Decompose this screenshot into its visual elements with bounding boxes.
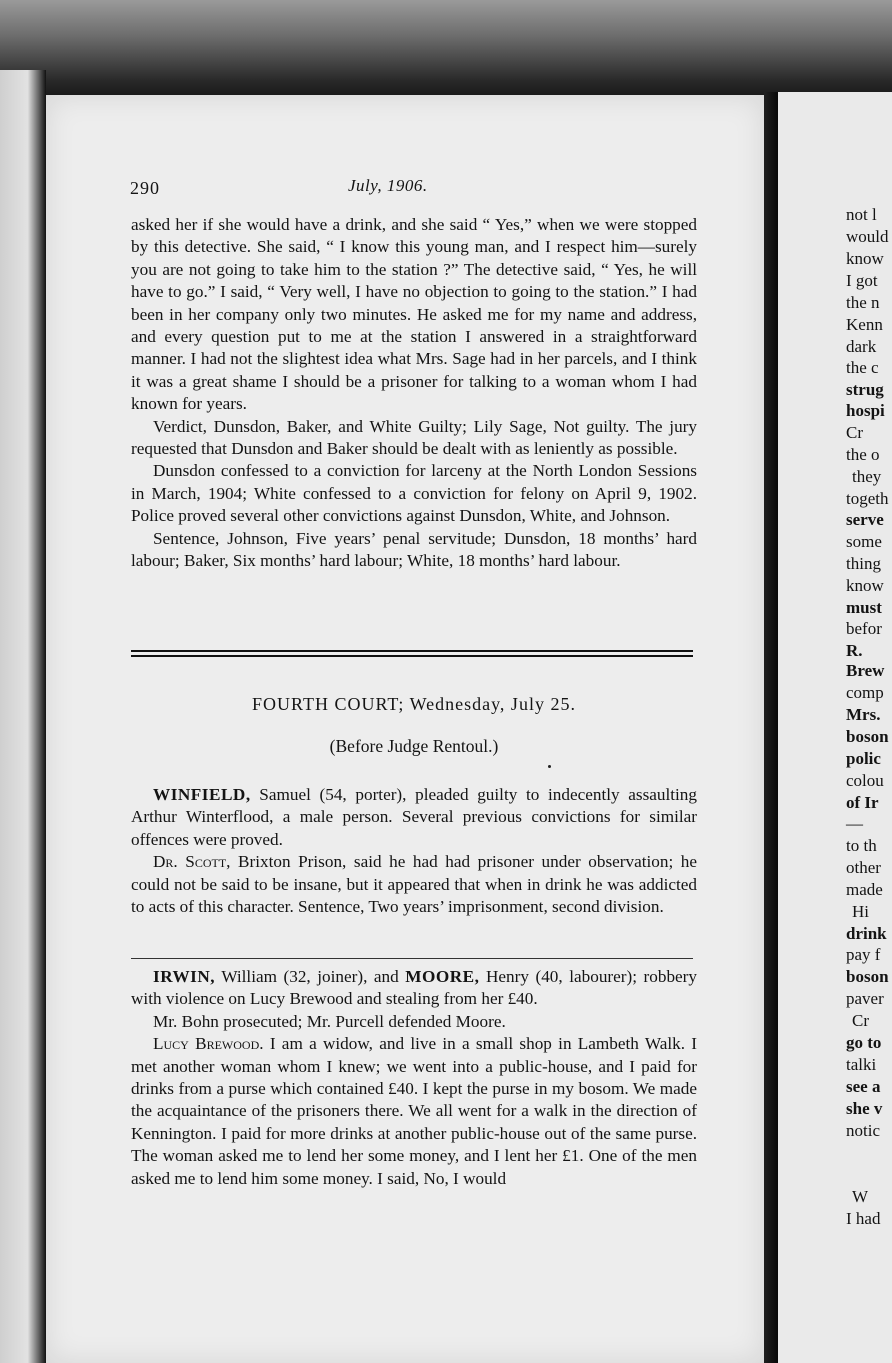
right-page-fragment: of Ir (846, 793, 879, 812)
page-number: 290 (130, 178, 160, 198)
right-page-fragment: the o (846, 445, 880, 464)
right-page-fragment: go to (846, 1033, 882, 1052)
case-text: I am a widow, and live in a small shop in Lambeth Walk. I met another woman whom I knew; we went into a public-house, and I paid for drinks from a purse which contained £40. I kept the purse in my bosom. We made the acquaintance of the prisoners there. We all went for a walk in the direction of Kennington. I paid for more drinks at another public-house out of the same purse. The woman asked me to lend her some money, and I lent her £1. One of the men asked me to lend him some money. I said, No, I would (131, 1034, 697, 1188)
court-heading: FOURTH COURT; Wednesday, July 25. (252, 694, 576, 714)
right-page-fragment: some (846, 532, 882, 551)
right-page-fragment: talki (846, 1055, 877, 1074)
scan-background-top (0, 0, 892, 100)
case-text: Brixton Prison, said he had had prisoner under observation; he could not be said to be insane, but it appeared that when in drink he was addicted to acts of this character. Sentence, Two years’ imprisonment, second division. (131, 852, 697, 917)
right-page-fragment: Brew (846, 661, 885, 680)
section-divider-top (131, 650, 693, 652)
case-text: Henry (40, labourer); robbery with violence on Lucy Brewood and stealing from her £40. (131, 967, 697, 1009)
case-paragraph (131, 1033, 697, 1190)
right-page-fragment: W (852, 1187, 869, 1206)
right-page-fragment: other (846, 858, 881, 877)
right-page-fragment: not l (846, 205, 877, 224)
counsel-line: Mr. Bohn prosecuted; Mr. Purcell defended Moore. (153, 1011, 506, 1031)
paragraph-sentence: Sentence, Johnson, Five years’ penal servitude; Dunsdon, 18 months’ hard labour; Baker, Six months’ hard labour; White, 18 months’ hard labour. (131, 528, 697, 571)
section-divider-bottom (131, 655, 693, 657)
case-divider (131, 958, 693, 959)
right-page-fragment: togeth (846, 489, 889, 508)
right-page-fragment: thing (846, 554, 881, 573)
case-text: William (32, joiner), and (221, 967, 399, 986)
case-paragraph (131, 851, 697, 918)
book-gutter (764, 92, 778, 1363)
right-page-fragment: hospi (846, 401, 885, 420)
judge-heading: (Before Judge Rentoul.) (329, 736, 499, 756)
right-page-fragment: drink (846, 924, 887, 943)
right-page-fragment: Kenn (846, 315, 883, 334)
right-page-fragment: must (846, 598, 882, 617)
page-date-header: July, 1906. (348, 176, 428, 195)
right-page-fragment: R. (846, 641, 863, 660)
right-page-fragment: see a (846, 1077, 881, 1096)
right-page-fragment: the n (846, 293, 880, 312)
right-page-fragment: made (846, 880, 883, 899)
scan-background-left (0, 70, 46, 1363)
section-continued-testimony (131, 214, 697, 573)
right-page-fragment: boson (846, 727, 889, 746)
right-page-fragment: pay f (846, 945, 881, 964)
right-page-fragment: polic (846, 749, 881, 768)
right-page-fragment: she v (846, 1099, 883, 1118)
right-page-fragment: would (846, 227, 889, 246)
right-page-fragment: serve (846, 510, 884, 529)
right-page-fragment: Cr (852, 1011, 869, 1030)
right-page-fragment: strug (846, 380, 884, 399)
right-page-fragment: — (846, 814, 863, 833)
right-page-fragment: colou (846, 771, 884, 790)
right-page-fragment: I had (846, 1209, 881, 1228)
defendant-name: IRWIN, (153, 967, 216, 986)
case-winfield (131, 784, 697, 918)
right-page-fragment: Hi (852, 902, 869, 921)
right-page-fragment: to th (846, 836, 877, 855)
case-text: Samuel (54, porter), pleaded guilty to indecently assaulting Arthur Winterflood, a male person. Several previous convictions for similar offences were proved. (131, 785, 697, 849)
right-page-fragment: Cr (846, 423, 863, 442)
witness-name: Dr. Scott, (153, 852, 231, 872)
print-speck (548, 765, 551, 768)
right-page-fragment: paver (846, 989, 884, 1008)
right-page-fragment: I got (846, 271, 878, 290)
right-page-fragment: know (846, 249, 884, 268)
defendant-name: MOORE, (405, 967, 480, 986)
right-page-fragment: the c (846, 358, 879, 377)
right-page-fragment: Mrs. (846, 705, 881, 724)
right-page-fragment: notic (846, 1121, 880, 1140)
right-page-fragment: know (846, 576, 884, 595)
right-page-fragment: befor (846, 619, 882, 638)
paragraph-verdict: Verdict, Dunsdon, Baker, and White Guilty; Lily Sage, Not guilty. The jury requested that Dunsdon and Baker should be dealt with as leniently as possible. (131, 416, 697, 459)
right-page-fragment: boson (846, 967, 889, 986)
paragraph: asked her if she would have a drink, and she said “ Yes,” when we were stopped by this detective. She said, “ I know this young man, and I respect him—surely you are not going to take him to the station ?” The detective said, “ Yes, he will have to go.” I said, “ Very well, I have no objection to going to the station.” I had been in her company only two minutes. He asked me for my name and address, and every question put to me at the station I answered in a straightforward manner. I had not the slightest idea what Mrs. Sage had in her parcels, and I think it was a great shame I should be a prisoner for talking to a woman whom I had known for years. (131, 215, 697, 414)
case-irwin-moore (131, 966, 697, 1190)
case-paragraph (131, 966, 697, 1011)
witness-name: Lucy Brewood. (153, 1034, 264, 1054)
case-paragraph (131, 784, 697, 851)
right-page-fragment: dark (846, 337, 877, 356)
paragraph-convictions: Dunsdon confessed to a conviction for larceny at the North London Sessions in March, 1904; White confessed to a conviction for felony on April 9, 1902. Police proved several other convictions against Dunsdon, White, and Johnson. (131, 461, 697, 526)
defendant-name: WINFIELD, (153, 785, 251, 804)
right-page-fragment: they (852, 467, 882, 486)
right-page-fragment: comp (846, 683, 884, 702)
